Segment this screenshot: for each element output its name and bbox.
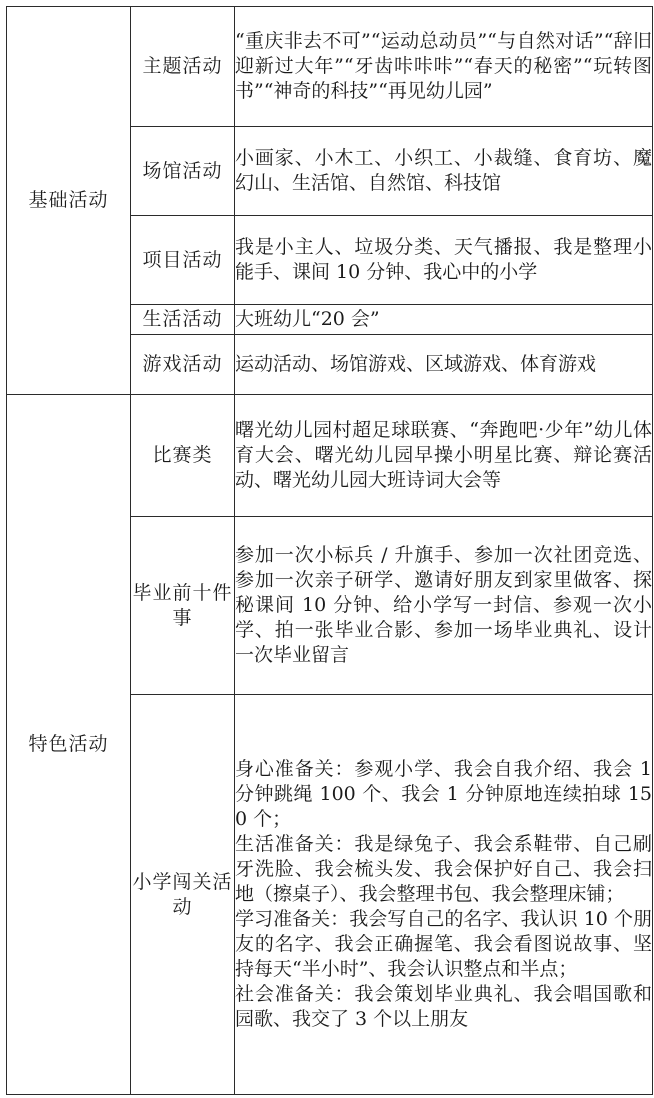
table-row [7,7,653,127]
activity-type-cell: 项目活动 [131,216,235,305]
activity-type-cell: 场馆活动 [131,127,235,216]
content-line: 曙光幼儿园村超足球联赛、“奔跑吧·少年”幼儿体育大会、曙光幼儿园早操小明星比赛、辩论赛活动、曙光幼儿园大班诗词大会等 [235,419,652,491]
activity-type-cell: 游戏活动 [131,335,235,395]
activity-content-cell [235,7,653,127]
table-row [7,395,653,517]
activity-content-cell [235,395,653,517]
category-cell: 基础活动 [7,7,131,395]
content-line: 参加一次小标兵 / 升旗手、参加一次社团竞选、参加一次亲子研学、邀请好朋友到家里做客、探秘课间 10 分钟、给小学写一封信、参观一次小学、拍一张毕业合影、参加一场毕业典礼、设计一次毕业留言 [235,544,652,666]
activity-type-cell: 主题活动 [131,7,235,127]
content-line: 身心准备关：参观小学、我会自我介绍、我会 1 分钟跳绳 100 个、我会 1 分钟原地连续拍球 150 个； [235,758,652,830]
activity-type-cell: 比赛类 [131,395,235,517]
activity-type-cell: 毕业前十件事 [131,517,235,695]
activity-content-cell [235,216,653,305]
category-cell: 特色活动 [7,395,131,1095]
activity-type-cell: 小学闯关活动 [131,695,235,1095]
content-line: “重庆非去不可”“运动总动员”“与自然对话”“辞旧迎新过大年”“牙齿咔咔咔”“春天的秘密”“玩转图书”“神奇的科技”“再见幼儿园” [235,30,652,102]
activity-content-cell [235,695,653,1095]
content-line: 运动活动、场馆游戏、区域游戏、体育游戏 [235,353,597,375]
content-line: 生活准备关：我是绿兔子、我会系鞋带、自己刷牙洗脸、我会梳头发、我会保护好自己、我会扫地（擦桌子）、我会整理书包、我会整理床铺； [235,833,652,905]
activity-content-cell [235,127,653,216]
activity-content-cell [235,305,653,335]
activity-content-cell [235,517,653,695]
activity-type-cell: 生活活动 [131,305,235,335]
content-line: 大班幼儿“20 会” [235,308,380,330]
content-line: 我是小主人、垃圾分类、天气播报、我是整理小能手、课间 10 分钟、我心中的小学 [235,236,652,283]
activity-table [6,6,653,1095]
content-line: 社会准备关：我会策划毕业典礼、我会唱国歌和园歌、我交了 3 个以上朋友 [235,983,652,1030]
content-line: 小画家、小木工、小织工、小裁缝、食育坊、魔幻山、生活馆、自然馆、科技馆 [235,147,652,194]
content-line: 学习准备关：我会写自己的名字、我认识 10 个朋友的名字、我会正确握笔、我会看图说故事、坚持每天“半小时”、我会认识整点和半点； [235,908,652,980]
activity-content-cell [235,335,653,395]
